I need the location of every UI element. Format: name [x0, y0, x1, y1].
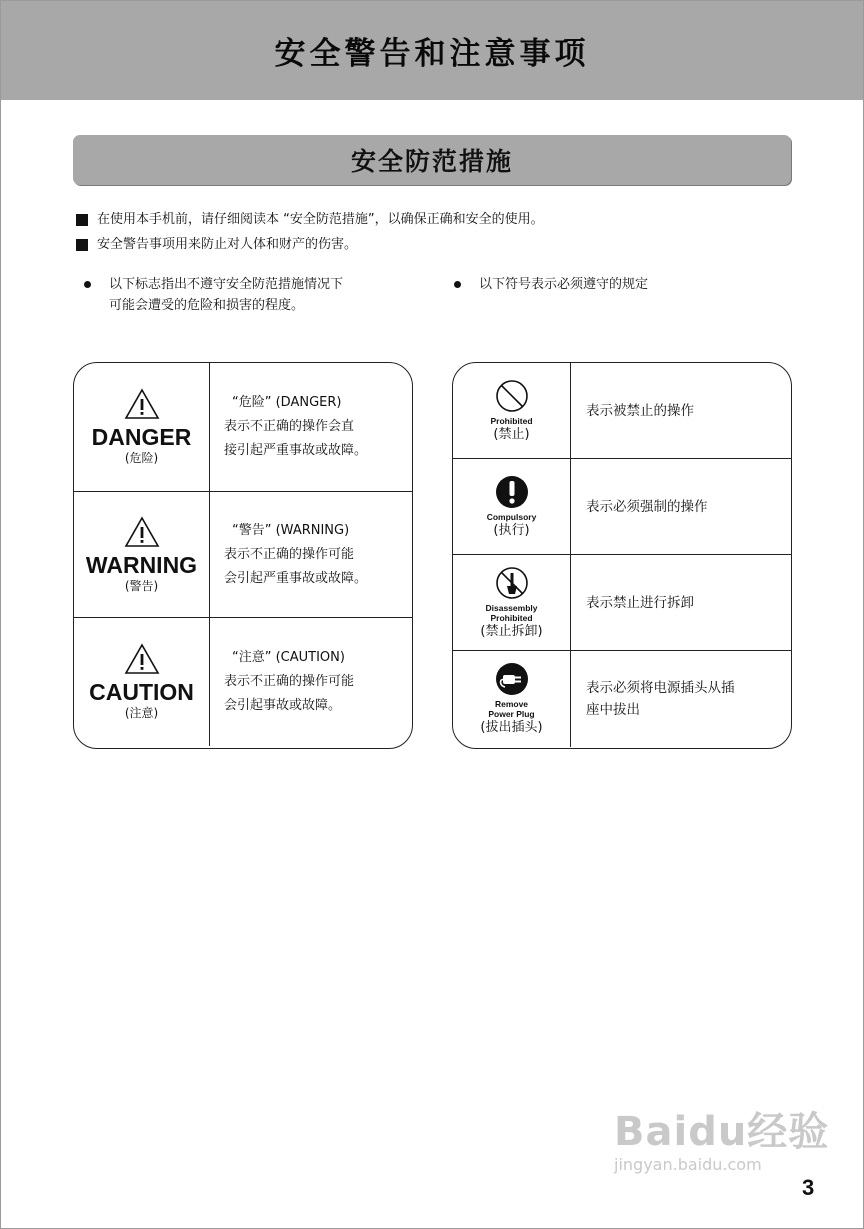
header-banner [1, 1, 863, 100]
danger-symbol-cell: DANGER (危险) [74, 363, 210, 491]
table-row: Remove Power Plug (拔出插头) 表示必须将电源插头从插 座中拔出 [453, 651, 791, 747]
warning-triangle-icon [124, 388, 160, 420]
warning-label: WARNING [85, 551, 198, 578]
bullet-right: 以下符号表示必须遵守的规定 [450, 274, 648, 295]
prohibited-description: 表示被禁止的操作 [586, 402, 694, 419]
warning-triangle-icon [124, 643, 160, 675]
prohibited-icon [495, 379, 529, 413]
intro-line: 在使用本手机前，请仔细阅读本 “安全防范措施”，以确保正确和安全的使用。 [76, 207, 544, 232]
table-row [74, 492, 412, 618]
danger-label: DANGER [91, 424, 192, 450]
warning-symbol-cell: WARNING (警告) [74, 492, 210, 617]
compulsory-symbol-cell: Compulsory (执行) [453, 459, 571, 554]
disassembly-prohibited-icon [495, 566, 529, 600]
table-row [453, 555, 791, 651]
disassembly-description: 表示禁止进行拆卸 [586, 594, 694, 611]
danger-description: “危险” (DANGER) 表示不正确的操作会直 接引起严重事故或故障。 [224, 395, 368, 458]
page-number: 3 [802, 1175, 815, 1200]
section-title-bar [73, 135, 791, 185]
caution-label: CAUTION [89, 679, 194, 705]
intro-line: 安全警告事项用来防止对人体和财产的伤害。 [76, 232, 544, 257]
watermark-logo: Baidu经验 [614, 1109, 830, 1155]
page-title: 安全警告和注意事项 [274, 36, 590, 72]
remove-power-plug-icon [495, 662, 529, 696]
watermark-url: jingyan.baidu.com [614, 1155, 762, 1174]
hazard-level-table [73, 362, 413, 749]
remove-plug-description: 表示必须将电源插头从插 [586, 680, 735, 696]
caution-description: “注意” (CAUTION) 表示不正确的操作可能 会引起事故或故障。 [224, 650, 355, 713]
dot-bullet-icon [84, 281, 91, 288]
section-title: 安全防范措施 [350, 147, 513, 176]
baidu-watermark [614, 1100, 829, 1174]
warning-triangle-icon [124, 516, 160, 548]
symbol-table [452, 362, 792, 749]
dot-bullet-icon [454, 281, 461, 288]
square-bullet-icon [76, 214, 88, 226]
compulsory-description: 表示必须强制的操作 [586, 498, 708, 515]
prohibited-symbol-cell: Prohibited (禁止) [453, 363, 571, 458]
bullet-left: 以下标志指出不遵守安全防范措施情况下 可能会遭受的危险和损害的程度。 [80, 274, 343, 316]
table-row [453, 459, 791, 555]
table-row [74, 363, 412, 492]
warning-description: “警告” (WARNING) 表示不正确的操作可能 会引起严重事故或故障。 [224, 522, 368, 586]
table-row [74, 618, 412, 746]
caution-symbol-cell: CAUTION (注意) [74, 618, 210, 746]
table-row [453, 363, 791, 459]
disassembly-symbol-cell: Disassembly Prohibited (禁止拆卸) [453, 555, 571, 650]
remove-plug-symbol-cell: Remove Power Plug (拔出插头) [453, 651, 571, 747]
compulsory-icon [495, 475, 529, 509]
square-bullet-icon [76, 239, 88, 251]
intro-notes [76, 207, 544, 257]
